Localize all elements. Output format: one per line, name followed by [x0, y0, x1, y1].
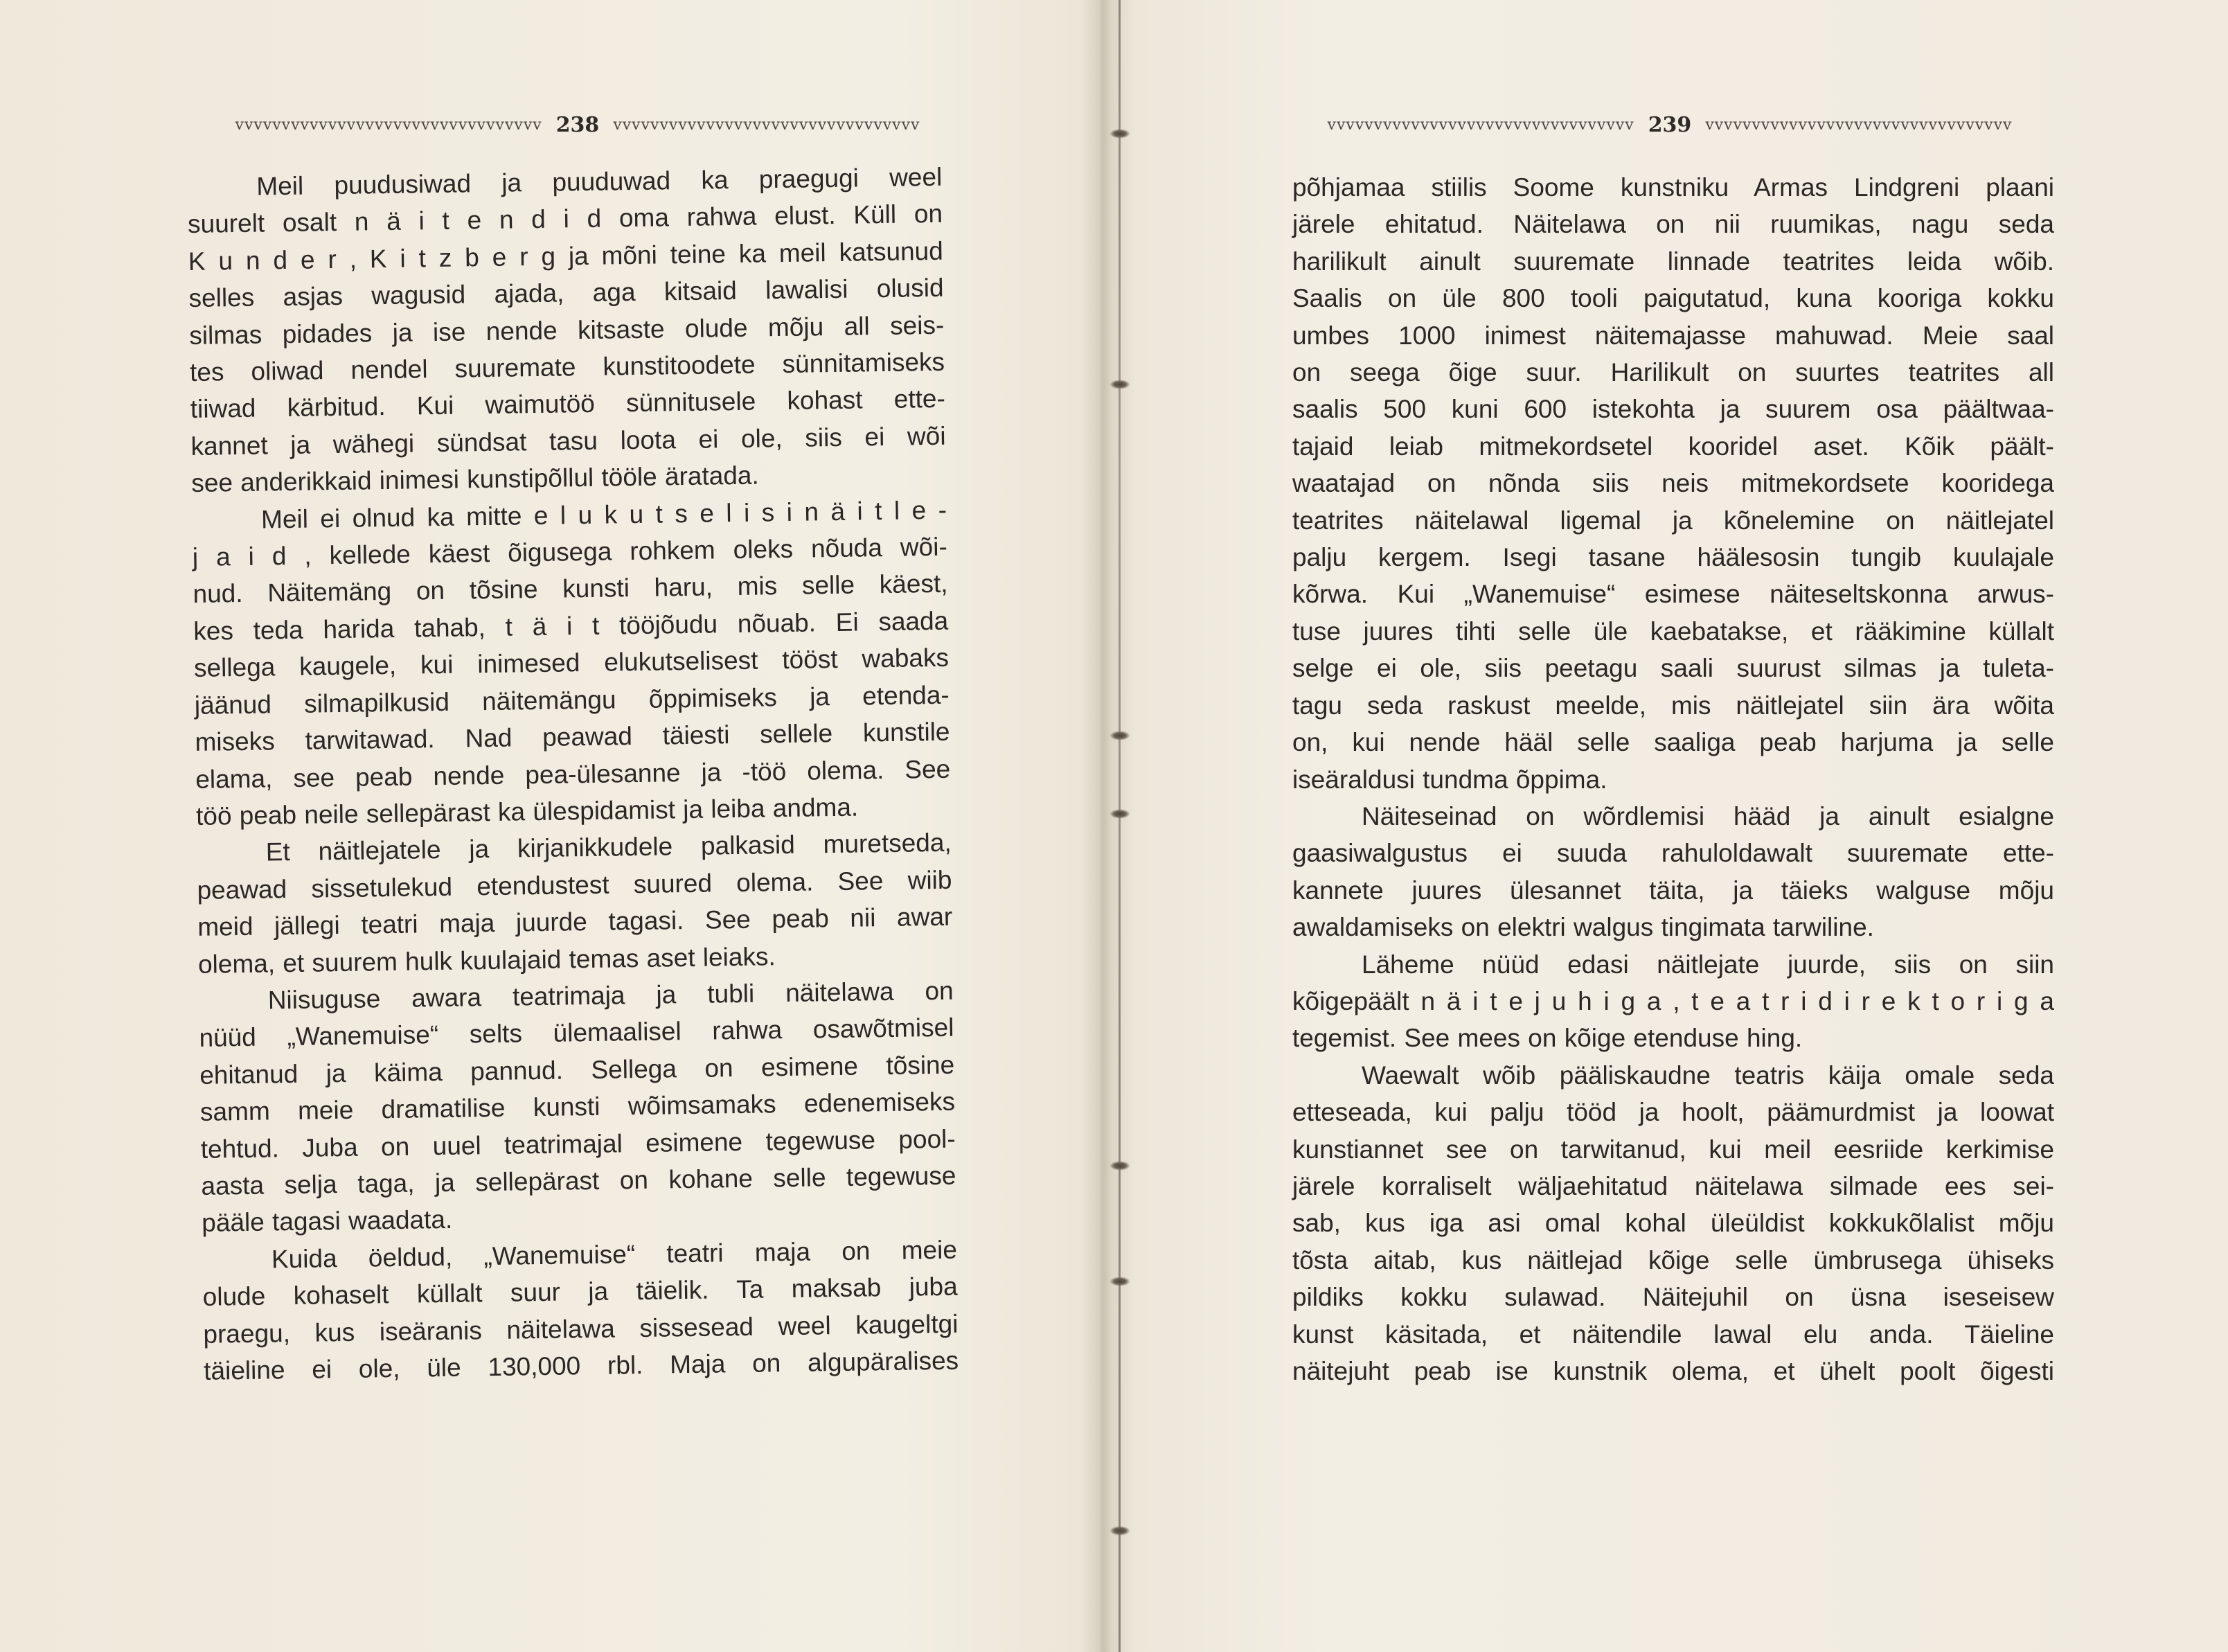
- text-line: Kuida öeldud, „Wanemuise“ teatri maja on meie: [271, 1235, 958, 1274]
- text-line: on, kui nende hääl selle saaliga peab harjuma ja selle: [1292, 728, 2054, 757]
- text-line: põhjamaa stiilis Soome kunstniku Armas Lindgreni plaani: [1292, 173, 2054, 202]
- text-line: praegu, kus iseäranis näitelawa sissesead weel kaugeltgi: [203, 1309, 959, 1349]
- page-header: [1299, 111, 2041, 139]
- text-line: tajaid leiab mitmekordsetel kooridel aset. Kõik päält-: [1292, 432, 2054, 461]
- text-line: kannet ja wähegi sündsat tasu loota ei ole, siis ei wõi: [190, 421, 946, 461]
- text-line: kunstiannet see on tarwitanud, kui meil eesriide kerkimise: [1292, 1135, 2054, 1164]
- text-line: töö peab neile sellepärast ka ülespidamist ja leiba andma.: [195, 792, 859, 831]
- text-line: see anderikkaid inimesi kunstipõllul tööle äratada.: [191, 461, 760, 498]
- text-line: järele ehitatud. Näitelawa on nii ruumikas, nagu seda: [1292, 210, 2054, 239]
- text-line: kes teda harida tahab, t ä i t tööjõudu nõuab. Ei saada: [193, 606, 949, 646]
- header-ornament: vvvvvvvvvvvvvvvvvvvvvvvvvvvvvvvvv: [1705, 116, 2013, 134]
- text-line: kannete juures ülesannet täita, ja täieks walguse mõju: [1292, 876, 2054, 905]
- text-line: selge ei ole, siis peetagu saali suurust silmas ja tuleta-: [1292, 654, 2054, 683]
- text-line: gaasiwalgustus ei suuda rahuloldawalt suuremate ette-: [1292, 839, 2054, 868]
- text-line: nud. Näitemäng on tõsine kunsti haru, mis selle käest,: [193, 569, 948, 609]
- text-line: palju kergem. Isegi tasane häälesosin tungib kuulajale: [1292, 543, 2054, 572]
- text-line: tagu seda raskust meelde, mis näitlejatel siin ära wõita: [1292, 691, 2054, 720]
- text-line: iseäraldusi tundma õppima.: [1292, 765, 1607, 794]
- header-ornament: vvvvvvvvvvvvvvvvvvvvvvvvvvvvvvvvv: [235, 116, 542, 134]
- text-line: waatajad on nõnda siis neis mitmekordsete kooridega: [1292, 469, 2054, 498]
- text-line: täieline ei ole, üle 130,000 rbl. Maja on algupäralises: [203, 1346, 959, 1385]
- text-line: tiiwad kärbitud. Kui waimutöö sünnitusele kohast ette-: [190, 384, 946, 424]
- text-line: miseks tarwitawad. Nad peawad täiesti sellele kunstile: [195, 717, 950, 757]
- page-number: 238: [555, 112, 600, 137]
- text-line: tegemist. See mees on kõige etenduse hing.: [1292, 1024, 1803, 1053]
- right-page: [1115, 0, 2228, 1652]
- text-line: kunst käsitada, et näitendile lawal elu anda. Täieline: [1292, 1320, 2054, 1349]
- page-body: [187, 159, 959, 1389]
- text-line: samm meie dramatilise kunsti wõimsamaks edenemiseks: [199, 1087, 956, 1127]
- text-line: on seega õige suur. Harilikult on suurtes teatrites all: [1292, 358, 2054, 387]
- text-line: harilikult ainult suuremate linnade teatrites leida wõib.: [1292, 247, 2054, 276]
- text-line: teatrites näitelawal ligemal ja kõnelemine on näitlejatel: [1292, 506, 2054, 535]
- text-line: olema, et suurem hulk kuulajaid temas aset leiaks.: [197, 941, 776, 979]
- text-line: tes oliwad nendel suuremate kunstitoodete sünnitamiseks: [189, 347, 945, 387]
- header-ornament: vvvvvvvvvvvvvvvvvvvvvvvvvvvvvvvvv: [613, 116, 920, 134]
- text-line: Läheme nüüd edasi näitlejate juurde, siis on siin: [1362, 950, 2054, 979]
- text-line: Näiteseinad on wõrdlemisi hääd ja ainult esialgne: [1362, 801, 2054, 831]
- text-line: peawad sissetulekud etendustest suured olema. See wiib: [197, 865, 952, 905]
- text-line: silmas pidades ja ise nende kitsaste olude mõju all seis-: [189, 310, 945, 350]
- text-line: kõrwa. Kui „Wanemuise“ esimese näiteseltskonna arwus-: [1292, 580, 2054, 609]
- text-line: Meil ei olnud ka mitte e l u k u t s e l i s i n ä i t l e -: [260, 495, 947, 534]
- header-ornament: vvvvvvvvvvvvvvvvvvvvvvvvvvvvvvvvv: [1327, 116, 1634, 134]
- page-body: [1292, 169, 2054, 1389]
- text-line: Niisuguse awara teatrimaja ja tubli näitelawa on: [267, 976, 954, 1015]
- text-line: meid jällegi teatri maja juurde tagasi. See peab nii awar: [197, 902, 953, 942]
- text-line: suurelt osalt n ä i t e n d i d oma rahwa elust. Küll on: [187, 199, 943, 239]
- text-line: Et näitlejatele ja kirjanikkudele palkasid muretseda,: [265, 828, 952, 867]
- text-line: awaldamiseks on elektri walgus tingimata tarwiline.: [1292, 913, 1874, 942]
- text-line: sellega kaugele, kui inimesed elukutselisest tööst wabaks: [193, 643, 950, 683]
- text-line: saalis 500 kuni 600 istekohta ja suurem osa päältwaa-: [1292, 395, 2054, 424]
- page-header: [206, 111, 949, 139]
- text-line: Waewalt wõib pääliskaudne teatris käija omale seda: [1362, 1060, 2054, 1090]
- text-line: tehtud. Juba on uuel teatrimajal esimene tegewuse pool-: [200, 1124, 956, 1164]
- text-line: tuse juures tihti selle üle kaebatakse, et rääkimine küllalt: [1292, 616, 2054, 646]
- text-line: selles asjas wagusid ajada, aga kitsaid lawalisi olusid: [188, 273, 944, 313]
- text-line: nüüd „Wanemuise“ selts ülemaalisel rahwa osawõtmisel: [199, 1013, 954, 1053]
- text-line: umbes 1000 inimest näitemajasse mahuwad. Meie saal: [1292, 321, 2054, 350]
- text-line: olude kohaselt küllalt suur ja täielik. Ta maksab juba: [202, 1272, 958, 1312]
- text-line: Saalis on üle 800 tooli paigutatud, kuna kooriga kokku: [1292, 284, 2054, 313]
- text-line: pildiks kokku sulawad. Näitejuhil on üsna iseseisew: [1292, 1283, 2054, 1312]
- text-line: jäänud silmapilkusid näitemängu õppimiseks ja etenda-: [194, 680, 950, 720]
- text-line: Meil puudusiwad ja puuduwad ka praegugi weel: [256, 162, 943, 201]
- text-line: j a i d , kellede käest õigusega rohkem oleks nõuda wõi-: [192, 532, 948, 572]
- page-number: 239: [1648, 112, 1692, 137]
- text-line: ehitanud ja käima pannud. Sellega on esimene tõsine: [199, 1050, 955, 1090]
- text-line: K u n d e r , K i t z b e r g ja mõni teine ka meil katsunud: [188, 236, 944, 276]
- text-line: aasta selja taga, ja sellepärast on kohane selle tegewuse: [201, 1161, 956, 1200]
- text-line: tõsta aitab, kus näitlejad kõige selle ümbrusega ühiseks: [1292, 1245, 2054, 1274]
- text-line: etteseada, kui palju tööd ja hoolt, päämurdmist ja loowat: [1292, 1098, 2054, 1127]
- text-line: sab, kus iga asi omal kohal üleüldist kokkukõlalist mõju: [1292, 1209, 2054, 1238]
- text-line: pääle tagasi waadata.: [201, 1205, 453, 1238]
- text-line: kõigepäält n ä i t e j u h i g a , t e a t r i d i r e k t o r i g a: [1292, 986, 2054, 1015]
- text-line: järele korraliselt wäljaehitatud näitelawa silmade ees sei-: [1292, 1171, 2054, 1200]
- text-line: näitejuht peab ise kunstnik olema, et ühelt poolt õigesti: [1292, 1357, 2054, 1385]
- text-line: elama, see peab nende pea-ülesanne ja -töö olema. See: [195, 754, 951, 794]
